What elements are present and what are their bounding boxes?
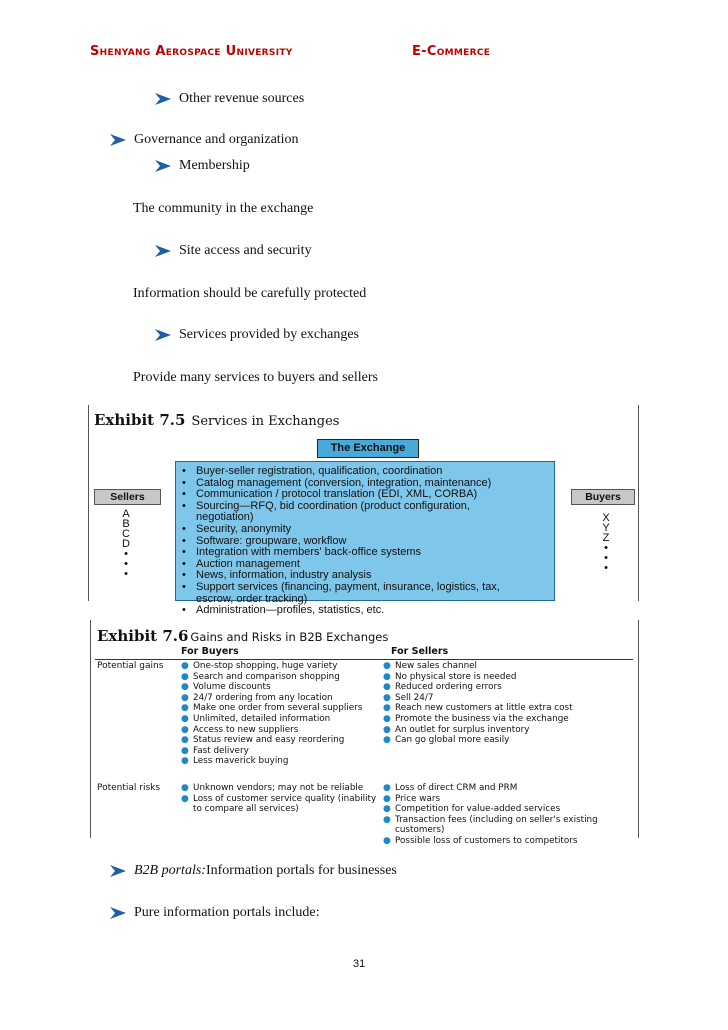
exchange-label: The Exchange <box>317 439 419 458</box>
b2b-portals-text: Information portals for businesses <box>205 863 397 878</box>
table-list-item: ● One-stop shopping, huge variety <box>181 661 338 671</box>
arrow-bullet-icon <box>155 160 171 172</box>
table-list-item: ● Unknown vendors; may not be reliable <box>181 783 364 793</box>
table-list-item: ● Less maverick buying <box>181 756 289 767</box>
col-header-sellers: For Sellers <box>391 646 449 657</box>
sellers-letters <box>119 509 133 579</box>
buyers-letters <box>599 513 613 573</box>
table-list-item: ● Can go global more easily <box>383 735 510 746</box>
b2b-portals-label: B2B portals: <box>134 863 206 878</box>
bullet-b2b-portals <box>110 863 397 879</box>
service-item: • News, information, industry analysis <box>182 569 372 582</box>
gains-buyers-list <box>181 661 362 767</box>
table-list-item: ● Loss of customer service quality (inability <box>181 793 377 804</box>
party-letter: • <box>124 568 128 580</box>
service-item: • Communication / protocol translation (EDI, XML, CORBA) <box>182 488 478 501</box>
table-list-item: ● 24/7 ordering from any location <box>181 692 333 703</box>
party-letter: A <box>122 508 130 520</box>
table-list-item: to compare all services) <box>193 804 299 815</box>
table-list-item: ● Make one order from several suppliers <box>181 703 363 714</box>
gains-sellers-list <box>383 661 573 746</box>
exhibit-7-5 <box>88 405 639 617</box>
table-list-item: ● Price wars <box>383 793 441 804</box>
party-letter: • <box>604 542 608 554</box>
paragraph-information: Information should be carefully protected <box>133 286 367 301</box>
service-item: • Support services (financing, payment, insurance, logistics, tax, <box>182 580 500 593</box>
service-item: escrow, order tracking) <box>196 592 308 605</box>
exhibit-7-5-title: Exhibit 7.5 Services in Exchanges <box>94 411 340 429</box>
risks-buyers-list <box>181 783 376 815</box>
service-item: • Auction management <box>182 557 300 570</box>
arrow-bullet-icon <box>155 329 171 341</box>
service-item: • Buyer-seller registration, qualification, coordination <box>182 465 443 477</box>
party-letter: • <box>604 562 608 574</box>
exhibit-7-6-title: Exhibit 7.6 Gains and Risks in B2B Exchanges <box>97 627 389 645</box>
table-list-item: ● An outlet for surplus inventory <box>383 724 530 735</box>
service-item: • Sourcing—RFQ, bid coordination (product configuration, <box>182 499 470 512</box>
service-item: • Software: groupware, workflow <box>182 534 347 547</box>
table-list-item: ● No physical store is needed <box>383 671 517 682</box>
party-letter: B <box>122 518 130 530</box>
bullet-text: Pure information portals include: <box>134 905 320 920</box>
party-letter: X <box>602 512 610 524</box>
party-letter: D <box>122 538 130 550</box>
row-label-gains: Potential gains <box>97 661 164 671</box>
exhibit-7-6 <box>90 620 639 846</box>
arrow-bullet-icon <box>155 245 171 257</box>
table-list-item: ● Transaction fees (including on seller's existing customers) <box>383 814 598 836</box>
header-university: Shenyang Aerospace University <box>90 44 293 59</box>
sellers-label: Sellers <box>94 489 161 505</box>
table-list-item: ● Loss of direct CRM and PRM <box>383 783 518 793</box>
service-item: negotiation) <box>196 511 254 524</box>
table-list-item: ● Reach new customers at little extra cost <box>383 703 573 714</box>
bullet-other-revenue <box>155 91 304 107</box>
party-letter: Z <box>602 532 610 544</box>
table-list-item: ● Fast delivery <box>181 745 249 756</box>
bullet-site-access <box>155 243 312 259</box>
risks-sellers-list <box>383 783 638 847</box>
arrow-bullet-icon <box>110 907 126 919</box>
table-list-item: ● Sell 24/7 <box>383 692 434 703</box>
bullet-text: Governance and organization <box>134 132 299 147</box>
party-letter: • <box>604 552 608 564</box>
table-rule <box>95 659 633 660</box>
arrow-bullet-icon <box>110 134 126 146</box>
paragraph-community: The community in the exchange <box>133 201 314 216</box>
party-letter: • <box>124 548 128 560</box>
col-header-buyers: For Buyers <box>181 646 239 657</box>
bullet-text: Services provided by exchanges <box>179 327 359 342</box>
bullet-pure-portals <box>110 905 319 921</box>
buyers-label: Buyers <box>571 489 635 505</box>
table-list-item: ● Reduced ordering errors <box>383 682 502 693</box>
table-list-item: ● Possible loss of customers to competitors <box>383 835 578 846</box>
arrow-bullet-icon <box>155 93 171 105</box>
table-list-item: ● Volume discounts <box>181 682 271 693</box>
bullet-membership <box>155 158 250 174</box>
table-list-item: ● Promote the business via the exchange <box>383 713 569 724</box>
services-box <box>175 461 555 617</box>
party-letter: C <box>122 528 130 540</box>
paragraph-provide-services: Provide many services to buyers and sellers <box>133 370 378 385</box>
bullet-text: Membership <box>179 158 250 173</box>
service-item: • Integration with members' back-office systems <box>182 546 422 559</box>
arrow-bullet-icon <box>110 865 126 877</box>
table-list-item: ● Competition for value-added services <box>383 804 561 815</box>
services-list <box>176 462 554 617</box>
gains-risks-table <box>91 620 638 846</box>
service-item: • Security, anonymity <box>182 522 292 535</box>
row-label-risks: Potential risks <box>97 783 161 793</box>
table-list-item: ● Status review and easy reordering <box>181 735 345 746</box>
bullet-governance <box>110 132 299 148</box>
service-item: • Catalog management (conversion, integration, maintenance) <box>182 476 492 489</box>
party-letter: Y <box>602 522 610 534</box>
table-list-item: ● Unlimited, detailed information <box>181 713 331 724</box>
page-number: 31 <box>353 958 366 970</box>
table-list-item: ● New sales channel <box>383 661 478 671</box>
header-course: E-Commerce <box>412 44 491 59</box>
table-list-item: ● Access to new suppliers <box>181 724 299 735</box>
bullet-text: Site access and security <box>179 243 312 258</box>
party-letter: • <box>124 558 128 570</box>
service-item: • Administration—profiles, statistics, etc. <box>182 604 385 617</box>
table-list-item: ● Search and comparison shopping <box>181 671 340 682</box>
bullet-text: Other revenue sources <box>179 91 305 106</box>
bullet-services <box>155 327 359 343</box>
